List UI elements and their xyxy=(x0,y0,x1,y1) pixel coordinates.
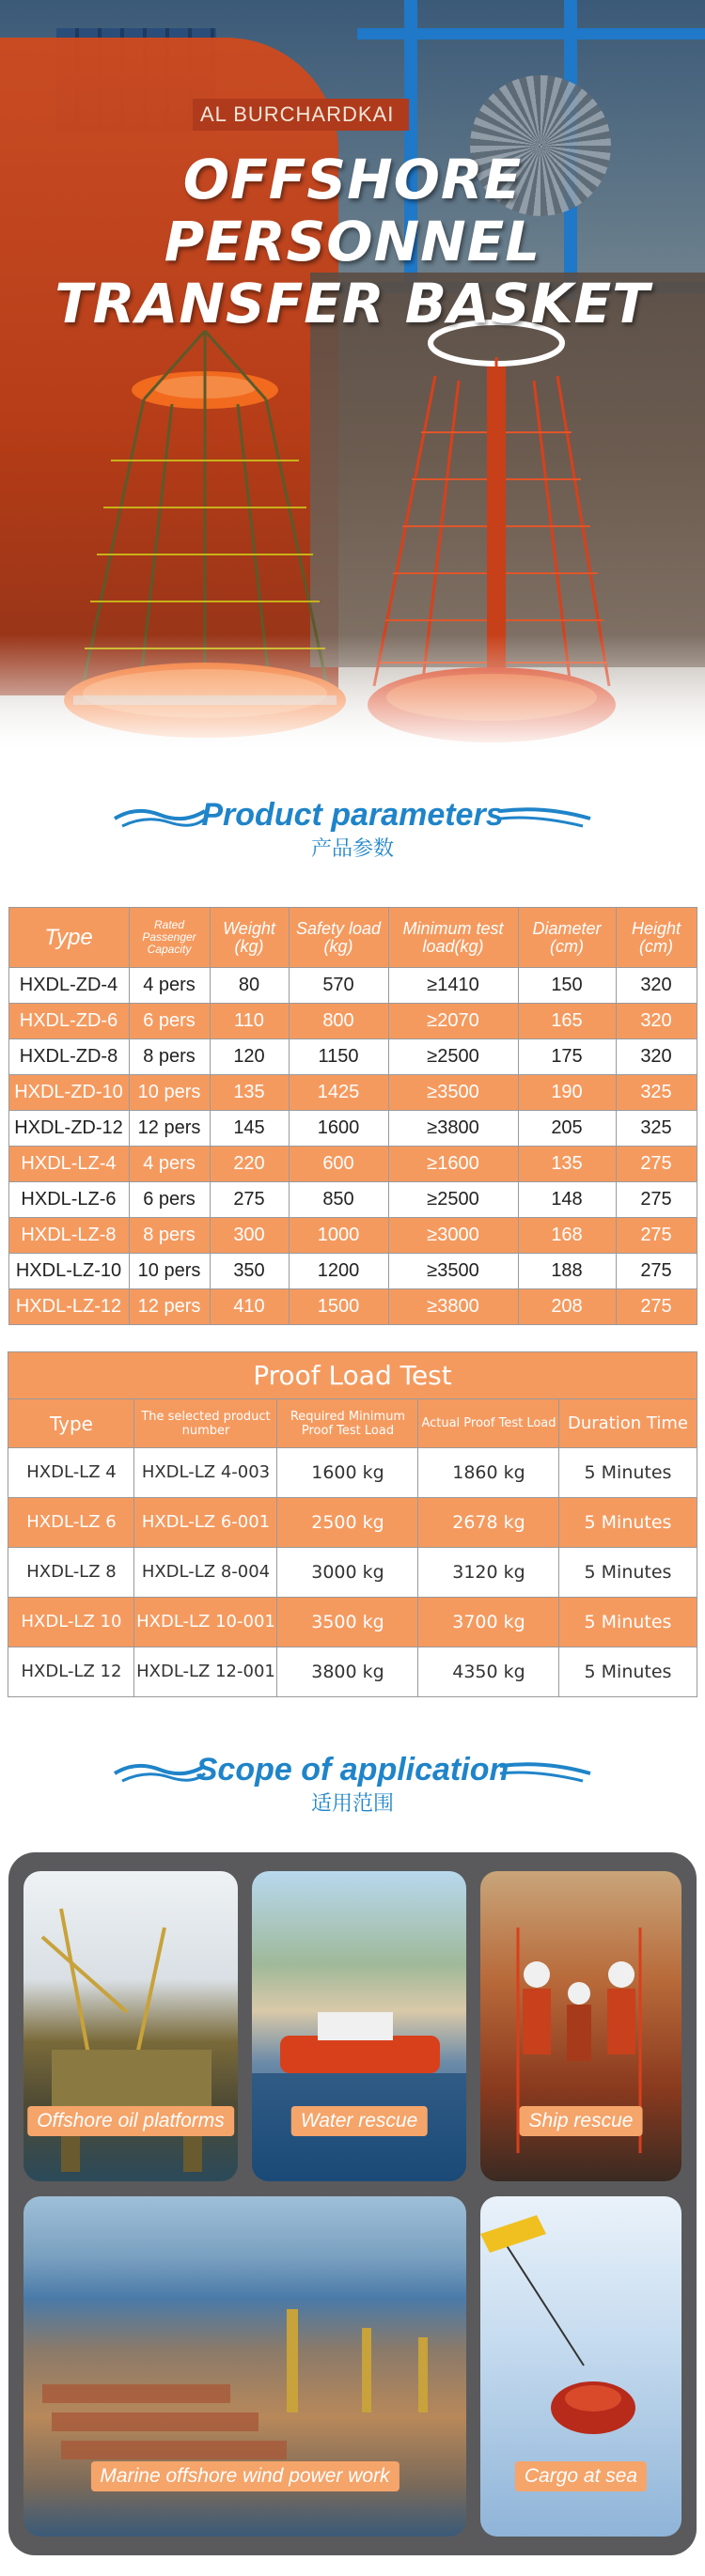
table-cell: 1600 xyxy=(289,1111,388,1147)
table-row xyxy=(8,1498,697,1548)
table-row xyxy=(8,1039,697,1075)
table-cell: 320 xyxy=(616,1004,697,1039)
application-panel xyxy=(8,1852,697,2555)
table-cell: 5 Minutes xyxy=(559,1647,697,1697)
background-sign: AL BURCHARDKAI xyxy=(193,99,409,131)
table-cell: 120 xyxy=(210,1039,289,1075)
table-cell: 2500 kg xyxy=(277,1498,418,1548)
wave-right-icon xyxy=(498,802,592,830)
table-cell: 165 xyxy=(518,1004,616,1039)
application-tile-wind-power xyxy=(24,2196,466,2537)
proof-header-cell: Required Minimum Proof Test Load xyxy=(277,1399,418,1448)
scope-subtitle: 适用范围 xyxy=(310,1791,394,1815)
table-cell: HXDL-ZD-6 xyxy=(8,1004,129,1039)
table-cell: 1425 xyxy=(289,1075,388,1111)
table-cell: 135 xyxy=(210,1075,289,1111)
table-cell: 4350 kg xyxy=(418,1647,559,1697)
table-cell: 600 xyxy=(289,1147,388,1182)
table-cell: 275 xyxy=(616,1218,697,1254)
hero-title-line1: OFFSHORE PERSONNEL xyxy=(164,148,541,273)
table-row xyxy=(8,1548,697,1598)
table-cell: HXDL-LZ-10 xyxy=(8,1254,129,1289)
table-row xyxy=(8,1647,697,1697)
table-row xyxy=(8,1182,697,1218)
table-row xyxy=(8,1075,697,1111)
table-cell: HXDL-LZ-12 xyxy=(8,1289,129,1325)
table-cell: 148 xyxy=(518,1182,616,1218)
wave-right-icon xyxy=(498,1756,592,1785)
application-tile-water-rescue xyxy=(252,1871,466,2181)
table-cell: 8 pers xyxy=(129,1039,210,1075)
hero-title-line2: TRANSFER BASKET xyxy=(55,272,650,336)
table-cell: HXDL-LZ 8 xyxy=(8,1548,134,1598)
table-cell: 4 pers xyxy=(129,1147,210,1182)
table-cell: HXDL-LZ 4-003 xyxy=(134,1448,277,1498)
table-row xyxy=(8,1111,697,1147)
proof-header-cell: Actual Proof Test Load xyxy=(418,1399,559,1448)
table-row xyxy=(8,1448,697,1498)
table-cell: HXDL-LZ 4 xyxy=(8,1448,134,1498)
table-cell: 275 xyxy=(210,1182,289,1218)
table-cell: 2678 kg xyxy=(418,1498,559,1548)
table-cell: 10 pers xyxy=(129,1075,210,1111)
application-label: Marine offshore wind power work xyxy=(90,2461,399,2491)
table-cell: 5 Minutes xyxy=(559,1448,697,1498)
table-cell: 12 pers xyxy=(129,1111,210,1147)
table-cell: 80 xyxy=(210,968,289,1004)
table-cell: 320 xyxy=(616,968,697,1004)
table-cell: HXDL-ZD-12 xyxy=(8,1111,129,1147)
application-label: Cargo at sea xyxy=(515,2461,647,2491)
params-header-cell: Type xyxy=(8,908,129,968)
table-cell: 325 xyxy=(616,1111,697,1147)
application-tile-ship-rescue xyxy=(480,1871,682,2181)
table-row xyxy=(8,1218,697,1254)
table-cell: 1860 kg xyxy=(418,1448,559,1498)
table-cell: 275 xyxy=(616,1254,697,1289)
table-row xyxy=(8,1289,697,1325)
table-cell: 150 xyxy=(518,968,616,1004)
table-cell: 5 Minutes xyxy=(559,1498,697,1548)
table-cell: HXDL-LZ-4 xyxy=(8,1147,129,1182)
table-cell: 8 pers xyxy=(129,1218,210,1254)
application-label: Water rescue xyxy=(291,2106,428,2136)
table-cell: 168 xyxy=(518,1218,616,1254)
table-cell: 5 Minutes xyxy=(559,1548,697,1598)
proof-caption: Proof Load Test xyxy=(8,1352,697,1399)
proof-header-cell: Duration Time xyxy=(559,1399,697,1448)
table-cell: 1500 xyxy=(289,1289,388,1325)
table-cell: HXDL-LZ-8 xyxy=(8,1218,129,1254)
table-cell: ≥3500 xyxy=(388,1075,518,1111)
application-tile-cargo xyxy=(480,2196,682,2537)
proof-table xyxy=(8,1351,697,1697)
table-cell: ≥1410 xyxy=(388,968,518,1004)
table-cell: 410 xyxy=(210,1289,289,1325)
table-cell: 190 xyxy=(518,1075,616,1111)
application-label: Offshore oil platforms xyxy=(27,2106,234,2136)
table-cell: 3000 kg xyxy=(277,1548,418,1598)
hero-title xyxy=(0,148,705,335)
table-cell: 5 Minutes xyxy=(559,1598,697,1647)
table-cell: HXDL-LZ 10 xyxy=(8,1598,134,1647)
table-cell: 12 pers xyxy=(129,1289,210,1325)
scope-title: Scope of application xyxy=(196,1752,509,1788)
table-cell: 850 xyxy=(289,1182,388,1218)
table-row xyxy=(8,968,697,1004)
scope-section-header xyxy=(0,1749,705,1834)
table-cell: 175 xyxy=(518,1039,616,1075)
params-header-row xyxy=(8,908,697,968)
table-row xyxy=(8,1147,697,1182)
table-cell: HXDL-LZ 8-004 xyxy=(134,1548,277,1598)
table-cell: 275 xyxy=(616,1182,697,1218)
table-cell: 300 xyxy=(210,1218,289,1254)
table-cell: ≥2500 xyxy=(388,1039,518,1075)
table-cell: 110 xyxy=(210,1004,289,1039)
table-cell: ≥3000 xyxy=(388,1218,518,1254)
table-cell: ≥3800 xyxy=(388,1111,518,1147)
table-cell: HXDL-LZ 6 xyxy=(8,1498,134,1548)
hero-fade xyxy=(0,634,705,766)
table-cell: 800 xyxy=(289,1004,388,1039)
table-cell: 3800 kg xyxy=(277,1647,418,1697)
proof-header-cell: Type xyxy=(8,1399,134,1448)
table-cell: 188 xyxy=(518,1254,616,1289)
wave-left-icon xyxy=(113,802,207,830)
table-cell: 3700 kg xyxy=(418,1598,559,1647)
table-cell: HXDL-LZ-6 xyxy=(8,1182,129,1218)
table-cell: 1000 xyxy=(289,1218,388,1254)
table-cell: 10 pers xyxy=(129,1254,210,1289)
proof-header-cell: The selected product number xyxy=(134,1399,277,1448)
params-title: Product parameters xyxy=(201,797,504,833)
table-cell: 3120 kg xyxy=(418,1548,559,1598)
table-row xyxy=(8,1254,697,1289)
table-cell: HXDL-ZD-10 xyxy=(8,1075,129,1111)
application-tile-oil-platform xyxy=(24,1871,238,2181)
params-header-cell: Minimum test load(kg) xyxy=(388,908,518,968)
params-subtitle: 产品参数 xyxy=(310,836,394,860)
table-cell: 6 pers xyxy=(129,1182,210,1218)
application-label: Ship rescue xyxy=(520,2106,643,2136)
table-cell: 208 xyxy=(518,1289,616,1325)
table-cell: 220 xyxy=(210,1147,289,1182)
crane-beam xyxy=(357,28,705,39)
table-cell: 3500 kg xyxy=(277,1598,418,1647)
table-row xyxy=(8,1598,697,1647)
table-cell: HXDL-LZ 12-001 xyxy=(134,1647,277,1697)
table-cell: 145 xyxy=(210,1111,289,1147)
table-cell: 1200 xyxy=(289,1254,388,1289)
table-cell: HXDL-LZ 12 xyxy=(8,1647,134,1697)
wave-left-icon xyxy=(113,1756,207,1785)
table-cell: 205 xyxy=(518,1111,616,1147)
params-header-cell: Rated Passenger Capacity xyxy=(129,908,210,968)
table-cell: 6 pers xyxy=(129,1004,210,1039)
table-cell: ≥3500 xyxy=(388,1254,518,1289)
table-cell: HXDL-ZD-4 xyxy=(8,968,129,1004)
table-cell: 275 xyxy=(616,1289,697,1325)
table-cell: 570 xyxy=(289,968,388,1004)
table-cell: 135 xyxy=(518,1147,616,1182)
table-cell: ≥1600 xyxy=(388,1147,518,1182)
table-cell: 1600 kg xyxy=(277,1448,418,1498)
table-cell: 4 pers xyxy=(129,968,210,1004)
table-cell: 325 xyxy=(616,1075,697,1111)
table-cell: HXDL-LZ 10-001 xyxy=(134,1598,277,1647)
table-cell: ≥2070 xyxy=(388,1004,518,1039)
table-cell: 350 xyxy=(210,1254,289,1289)
params-table xyxy=(8,907,697,1325)
table-cell: HXDL-LZ 6-001 xyxy=(134,1498,277,1548)
params-header-cell: Weight (kg) xyxy=(210,908,289,968)
table-cell: ≥3800 xyxy=(388,1289,518,1325)
table-cell: 275 xyxy=(616,1147,697,1182)
table-cell: HXDL-ZD-8 xyxy=(8,1039,129,1075)
table-cell: ≥2500 xyxy=(388,1182,518,1218)
proof-header-row xyxy=(8,1399,697,1448)
hero-banner xyxy=(0,0,705,766)
params-section-header xyxy=(0,794,705,879)
table-cell: 1150 xyxy=(289,1039,388,1075)
table-row xyxy=(8,1004,697,1039)
params-header-cell: Height (cm) xyxy=(616,908,697,968)
table-cell: 320 xyxy=(616,1039,697,1075)
params-header-cell: Safety load (kg) xyxy=(289,908,388,968)
proof-caption-row xyxy=(8,1352,697,1399)
params-header-cell: Diameter (cm) xyxy=(518,908,616,968)
